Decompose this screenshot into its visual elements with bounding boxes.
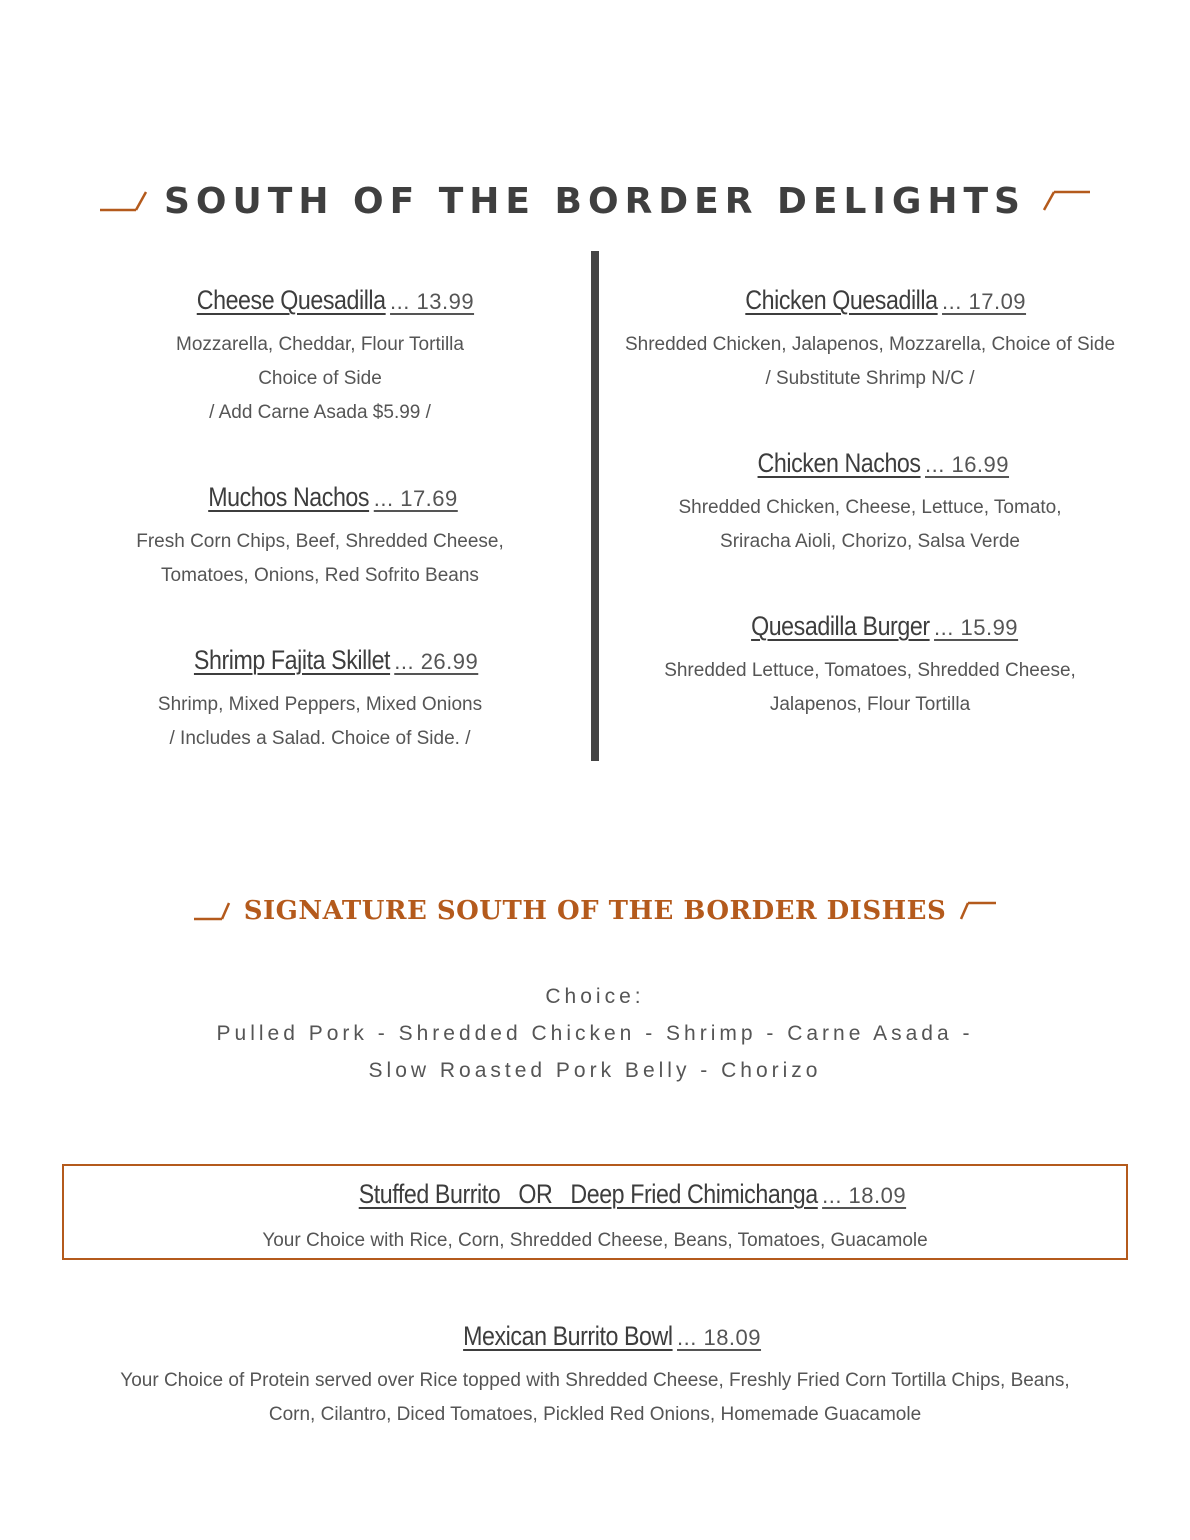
item-name: Shrimp Fajita Skillet	[193, 645, 390, 675]
item-desc-line: Shrimp, Mixed Peppers, Mixed Onions	[157, 694, 483, 715]
menu-item-burrito-chimichanga	[62, 1176, 1128, 1258]
item-price: ... 26.99	[394, 649, 479, 674]
item-desc-line: Your Choice with Rice, Corn, Shredded Cheese, Beans, Tomatoes, Guacamole	[262, 1230, 928, 1251]
item-price: ... 17.09	[942, 289, 1027, 314]
column-divider	[591, 251, 599, 761]
item-name: Chicken Nachos	[757, 448, 921, 478]
item-desc-line: Jalapenos, Flour Tortilla	[769, 694, 971, 715]
menu-item-chicken-quesadilla	[610, 282, 1130, 396]
item-desc-line: Sriracha Aioli, Chorizo, Salsa Verde	[720, 531, 1020, 552]
item-desc-line: Fresh Corn Chips, Beef, Shredded Cheese,	[136, 531, 504, 552]
item-desc-line: Choice of Side	[258, 368, 382, 389]
menu-item-shrimp-fajita-skillet	[70, 642, 570, 756]
item-desc-line: Shredded Lettuce, Tomatoes, Shredded Cheese,	[664, 660, 1076, 681]
item-desc-line: Shredded Chicken, Cheese, Lettuce, Tomato,	[678, 497, 1062, 518]
item-name: Cheese Quesadilla	[196, 285, 386, 315]
choice-line: Slow Roasted Pork Belly - Chorizo	[368, 1059, 822, 1082]
protein-choice-block	[0, 978, 1190, 1089]
choice-line: Choice:	[545, 985, 645, 1008]
menu-item-muchos-nachos	[70, 479, 570, 593]
item-price: ... 17.69	[373, 486, 458, 511]
item-name: Mexican Burrito Bowl	[463, 1321, 673, 1351]
item-price: ... 13.99	[390, 289, 475, 314]
item-desc-line: Mozzarella, Cheddar, Flour Tortilla	[176, 334, 464, 355]
section-title: SOUTH OF THE BORDER DELIGHTS	[164, 180, 1026, 222]
right-ornament-icon	[1040, 186, 1092, 216]
item-desc-line: Your Choice of Protein served over Rice topped with Shredded Cheese, Freshly Fried Corn Tortilla Chips, Beans,	[120, 1370, 1070, 1391]
menu-item-chicken-nachos	[610, 445, 1130, 559]
item-name: Stuffed Burrito OR Deep Fried Chimichanga	[358, 1179, 818, 1209]
item-name: Quesadilla Burger	[751, 611, 930, 641]
menu-item-cheese-quesadilla	[70, 282, 570, 430]
item-desc-line: Corn, Cilantro, Diced Tomatoes, Pickled Red Onions, Homemade Guacamole	[268, 1404, 922, 1425]
item-price: ... 18.09	[677, 1325, 762, 1350]
right-ornament-icon	[958, 898, 998, 924]
item-price: ... 15.99	[934, 615, 1019, 640]
section-header-delights	[0, 176, 1190, 226]
section-header-signature	[0, 891, 1190, 931]
item-name: Muchos Nachos	[208, 482, 370, 512]
choice-line: Pulled Pork - Shredded Chicken - Shrimp - Carne Asada -	[216, 1022, 974, 1045]
section-title: SIGNATURE SOUTH OF THE BORDER DISHES	[243, 896, 947, 926]
menu-item-mexican-burrito-bowl	[40, 1318, 1150, 1432]
item-name: Chicken Quesadilla	[745, 285, 938, 315]
item-desc-line: / Includes a Salad. Choice of Side. /	[169, 728, 471, 749]
item-desc-line: / Add Carne Asada $5.99 /	[209, 402, 431, 423]
item-desc-line: / Substitute Shrimp N/C /	[765, 368, 975, 389]
item-desc-line: Tomatoes, Onions, Red Sofrito Beans	[161, 565, 479, 586]
item-desc-line: Shredded Chicken, Jalapenos, Mozzarella, Choice of Side	[624, 334, 1116, 355]
left-ornament-icon	[98, 186, 150, 216]
item-price: ... 18.09	[822, 1183, 907, 1208]
menu-item-quesadilla-burger	[610, 608, 1130, 722]
item-price: ... 16.99	[925, 452, 1010, 477]
left-ornament-icon	[192, 898, 232, 924]
